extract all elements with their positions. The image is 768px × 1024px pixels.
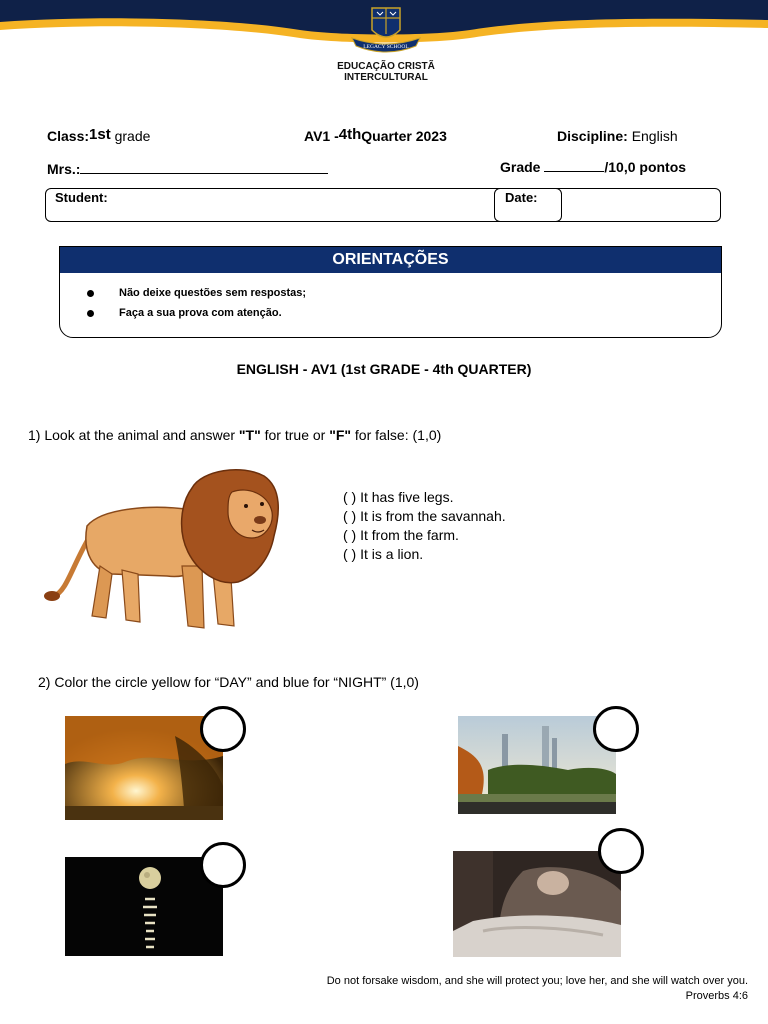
q1-false-mark: "F" xyxy=(329,427,352,443)
question-2-prompt: 2) Color the circle yellow for “DAY” and blue for “NIGHT” (1,0) xyxy=(38,674,419,690)
verse-reference: Proverbs 4:6 xyxy=(685,990,748,1002)
q1-suffix: for false: (1,0) xyxy=(351,427,442,443)
statement-item[interactable]: ( ) It is a lion. xyxy=(343,546,424,562)
org-line-1: EDUCAÇÃO CRISTÃ xyxy=(337,61,435,72)
grade-label: Grade xyxy=(500,159,541,175)
discipline-value: English xyxy=(631,128,678,144)
school-crest-logo xyxy=(346,4,426,58)
date-label: Date: xyxy=(505,190,538,205)
class-field xyxy=(47,128,150,145)
student-input-area[interactable] xyxy=(56,205,486,219)
teacher-label: Mrs.: xyxy=(47,161,81,177)
class-suffix: grade xyxy=(114,128,151,144)
color-circle-1[interactable] xyxy=(200,706,246,752)
color-circle-3[interactable] xyxy=(200,842,246,888)
statement-item[interactable]: ( ) It is from the savannah. xyxy=(343,508,506,524)
moon-water-photo xyxy=(65,857,223,956)
color-circle-4[interactable] xyxy=(598,828,644,874)
q1-statements xyxy=(343,488,506,564)
av-field xyxy=(304,128,447,145)
orientations-title: ORIENTAÇÕES xyxy=(60,247,721,273)
q1-true-mark: "T" xyxy=(238,427,261,443)
lion-illustration xyxy=(42,466,282,634)
sleeping-person-photo xyxy=(453,851,621,957)
teacher-blank[interactable] xyxy=(80,157,328,174)
exam-title: ENGLISH - AV1 (1st GRADE - 4th QUARTER) xyxy=(236,361,532,377)
discipline-field xyxy=(557,128,678,144)
q1-mid: for true or xyxy=(260,427,330,443)
teacher-field xyxy=(47,157,328,177)
date-input-area[interactable] xyxy=(562,192,712,216)
class-label: Class: xyxy=(47,128,90,144)
orientation-item: Não deixe questões sem respostas; xyxy=(60,283,721,303)
logo-school-name: LEGACY SCHOOL xyxy=(363,44,409,50)
discipline-label: Discipline: xyxy=(557,128,628,144)
grade-field xyxy=(500,157,686,175)
av-label: AV1 - xyxy=(304,128,339,144)
q1-prefix: 1) Look at the animal and answer xyxy=(28,427,239,443)
student-label: Student: xyxy=(55,190,108,205)
statement-item[interactable]: ( ) It from the farm. xyxy=(343,527,459,543)
av-suffix: Quarter 2023 xyxy=(361,128,447,144)
question-1-prompt xyxy=(28,427,441,443)
org-line-2: INTERCULTURAL xyxy=(344,72,428,83)
color-circle-2[interactable] xyxy=(593,706,639,752)
statement-item[interactable]: ( ) It has five legs. xyxy=(343,489,454,505)
class-value: 1st xyxy=(89,126,111,143)
orientations-box xyxy=(59,246,722,338)
orientation-item: Faça a sua prova com atenção. xyxy=(60,303,721,323)
av-value: 4th xyxy=(338,126,362,143)
verse-text: Do not forsake wisdom, and she will protect you; love her, and she will watch over you. xyxy=(326,975,748,987)
footer-verse xyxy=(327,974,748,1004)
grade-blank[interactable] xyxy=(544,157,604,172)
orientations-list xyxy=(60,273,721,323)
grade-suffix: /10,0 pontos xyxy=(604,159,687,175)
organization-name xyxy=(300,61,472,83)
